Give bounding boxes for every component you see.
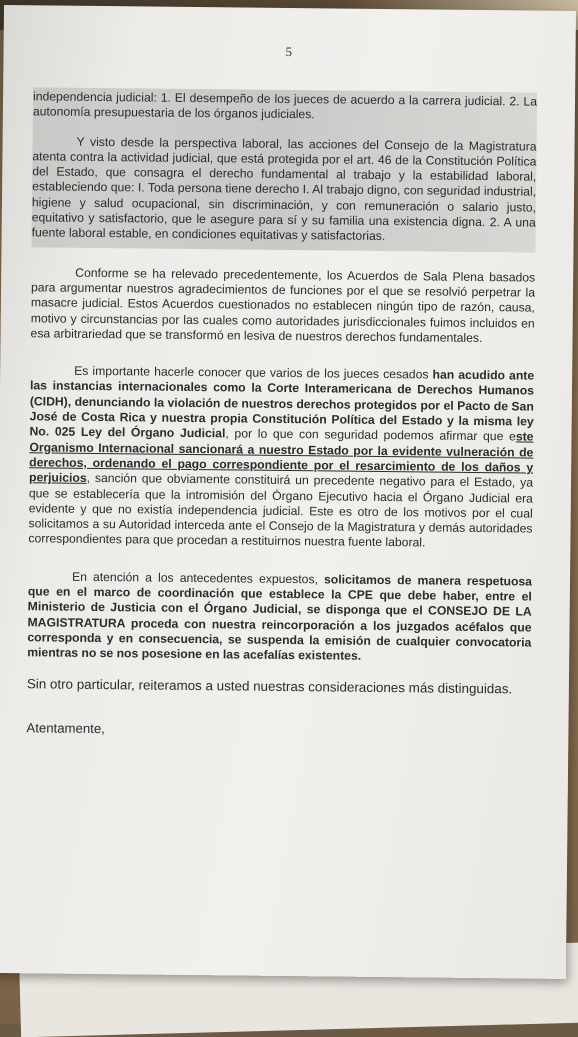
paragraph-5 xyxy=(27,569,532,666)
paragraph-4 xyxy=(28,363,534,552)
page-number: 5 xyxy=(285,43,293,60)
closing-paragraph: Sin otro particular, reiteramos a usted nuestras consideraciones más distinguidas. xyxy=(26,675,513,696)
highlighted-section xyxy=(31,87,537,252)
p4-underlined-sanction: ste Organismo Internacional sancionará a nuestro Estado por la evidente vulneración de derechos, ordenando el pago correspondiente por el resarcimiento de los daños y perjuicios xyxy=(28,429,534,486)
paragraph-1: independencia judicial: 1. El desempeño de los jueces de acuerdo a la carrera judicial. 2. La autonomía presupuestaria de los órganos judiciales. xyxy=(32,89,538,122)
p4-intro: Es importante hacerle conocer que varios de los jueces cesados xyxy=(74,363,433,382)
p5-bold-request: solicitamos de manera respetuosa que en el marco de coordinación que establece la CPE que debe haber, entre el Ministerio de Justicia con el Órgano Judicial, se disponga que el CONSEJO DE LA MAGISTRATURA proceda con nuestra reincorporación a los juzgados acéfalos que corresponda y en consecuencia, se suspenda la emisión de cualquier convocatoria mientras no se nos posesione en las acefalías existentes. xyxy=(27,572,533,663)
p4-connector: , por lo que con seguridad podemos afirmar que e xyxy=(225,426,516,444)
document-page xyxy=(0,5,576,979)
p4-conclusion: , sanción que obviamente constituirá un precedente negativo para el Estado, ya que se establecería que la intromisión del Órgano Ejecutivo hacia el Órgano Judicial era evidente y que no existía independencia judicial. Este es otro de los motivos por el cual solicitamos a su Autoridad interceda ante el Consejo de la Magistratura y demás autoridades correspondientes para que procedan a restituirnos nuestra fuente laboral. xyxy=(28,471,534,550)
p5-intro: En atención a los antecedentes expuestos, xyxy=(71,569,325,587)
paragraph-2: Y visto desde la perspectiva laboral, las acciones del Consejo de la Magistratura atenta contra la actividad judicial, que está protegida por el art. 46 de la Constitución Política del Estado, que consagra el derecho fundamental al trabajo y la estabilidad laboral, estableciendo que: I. Toda persona tiene derecho I. Al trabajo digno, con seguridad industrial, higiene y salud ocupacional, sin discriminación, y con remuneración o salario justo, equitativo y satisfactorio, que le asegure para sí y su familia una existencia digna. 2. A una fuente laboral estable, en condiciones equitativas y satisfactorias. xyxy=(31,134,537,244)
p4-bold-cidh: han acudido ante las instancias internacionales como la Corte Interamericana de Derechos Humanos (CIDH), denunciando la violación de nuestros derechos protegidos por el Pacto de San José de Costa Rica y nuestra propia Constitución Política del Estado y la misma ley No. 025 Ley del Órgano Judicial xyxy=(29,367,535,441)
signoff: Atentamente, xyxy=(26,719,105,736)
document-body xyxy=(26,87,537,740)
paragraph-3: Conforme se ha relevado precedentemente, los Acuerdos de Sala Plena basados para argumentar nuestros agradecimientos de funciones por el que se resolvió perpetrar la masacre judicial. Estos Acuerdos cuestionados no establecen ningún tipo de razón, causa, motivo y circunstancias por las cuales como autoridades jurisdiccionales fuimos incluidos en esa arbitrariedad que se transformó en lesiva de nuestros derechos fundamentales. xyxy=(30,265,536,345)
